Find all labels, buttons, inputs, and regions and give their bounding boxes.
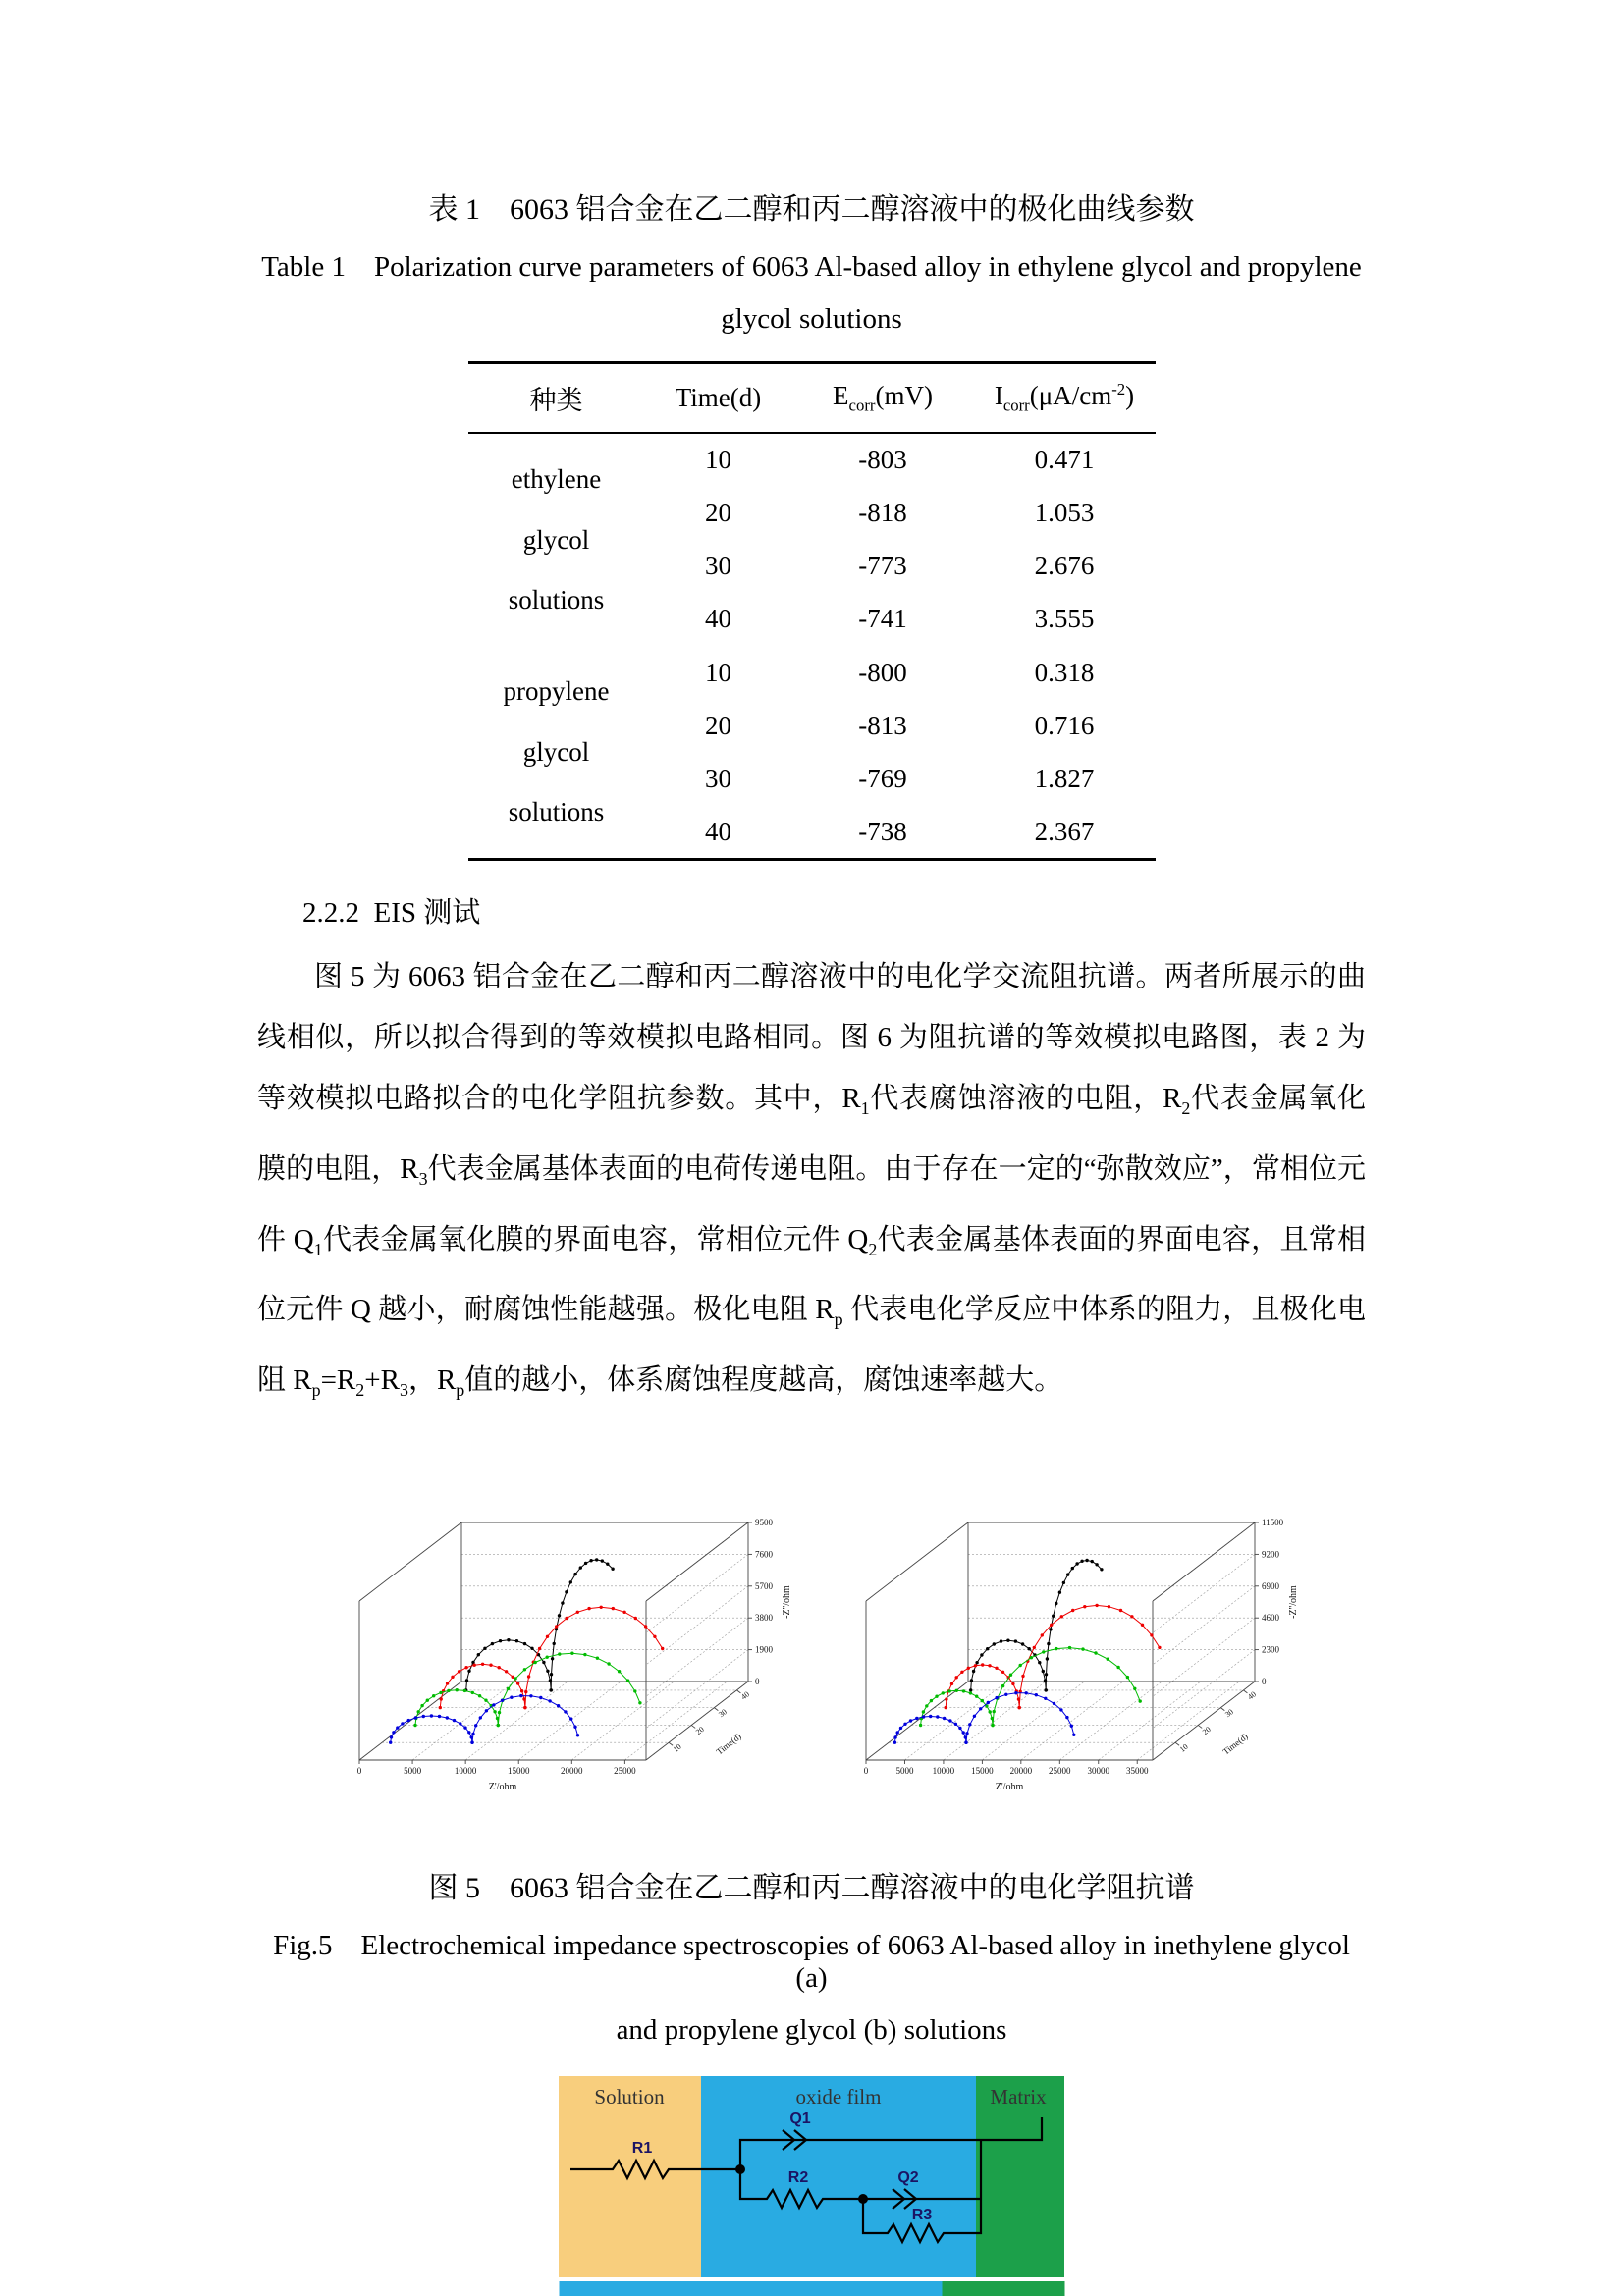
equivalent-circuit-figure bbox=[559, 2076, 1064, 2277]
svg-text:30: 30 bbox=[1222, 1707, 1235, 1720]
cell-ecorr: -773 bbox=[858, 551, 907, 581]
svg-text:35000: 35000 bbox=[1125, 1765, 1148, 1776]
circuit-node-2 bbox=[858, 2194, 868, 2204]
svg-text:15000: 15000 bbox=[507, 1765, 529, 1776]
cell-icorr: 0.318 bbox=[1034, 657, 1095, 687]
col-header-icorr: $I_{corr}(\mu A/cm^{-2})$ bbox=[974, 363, 1156, 434]
eis-chart-b bbox=[825, 1468, 1306, 1806]
svg-text:0: 0 bbox=[863, 1765, 868, 1776]
svg-text:7600: 7600 bbox=[754, 1549, 773, 1560]
cell-ecorr: -818 bbox=[858, 497, 907, 527]
table1-caption-en-line2: glycol solutions bbox=[721, 303, 902, 335]
group-label-line: propylene bbox=[503, 675, 610, 706]
group-label-ethylene bbox=[468, 433, 645, 646]
table-row bbox=[468, 433, 1156, 486]
svg-text:25000: 25000 bbox=[613, 1765, 636, 1776]
svg-text:10: 10 bbox=[1177, 1741, 1190, 1754]
cell-icorr: 1.053 bbox=[1034, 497, 1095, 527]
svg-text:5000: 5000 bbox=[403, 1765, 421, 1776]
table-row bbox=[468, 646, 1156, 699]
q1-label: Q1 bbox=[789, 2109, 811, 2127]
section-heading: 2.2.2 EIS 测试 bbox=[302, 897, 481, 929]
svg-text:4600: 4600 bbox=[1261, 1613, 1279, 1624]
svg-text:1900: 1900 bbox=[754, 1644, 773, 1655]
figure5-caption-zh: 图 5 6063 铝合金在乙二醇和丙二醇溶液中的电化学阻抗谱 bbox=[428, 1871, 1195, 1904]
next-figure-blue-segment bbox=[559, 2281, 942, 2296]
svg-text:10: 10 bbox=[671, 1741, 683, 1754]
col-header-type: 种类 bbox=[468, 363, 645, 434]
cell-ecorr: -741 bbox=[858, 604, 907, 634]
svg-text:30000: 30000 bbox=[1087, 1765, 1109, 1776]
cell-ecorr: -803 bbox=[858, 445, 907, 475]
eis-chart-a bbox=[318, 1468, 799, 1806]
cell-time: 30 bbox=[705, 551, 731, 581]
polarization-parameters-table bbox=[468, 361, 1156, 861]
group-label-line: ethylene bbox=[511, 463, 602, 494]
cell-ecorr: -813 bbox=[858, 711, 907, 741]
group-label-line: glycol bbox=[522, 736, 590, 767]
svg-text:0: 0 bbox=[1261, 1676, 1266, 1686]
figure5-caption-en-line1: Fig.5 Electrochemical impedance spectroscopies of 6063 Al-based alloy in inethylene glycol (a) bbox=[273, 1929, 1358, 1994]
next-figure-green-segment bbox=[942, 2281, 1064, 2296]
svg-text:20: 20 bbox=[693, 1724, 706, 1737]
svg-text:9500: 9500 bbox=[754, 1517, 773, 1527]
svg-text:40: 40 bbox=[1245, 1689, 1258, 1702]
svg-text:20000: 20000 bbox=[1009, 1765, 1032, 1776]
r1-label: R1 bbox=[631, 2139, 653, 2157]
svg-text:9200: 9200 bbox=[1261, 1549, 1279, 1560]
cell-time: 10 bbox=[705, 445, 731, 475]
svg-text:11500: 11500 bbox=[1261, 1517, 1283, 1527]
svg-text:10000: 10000 bbox=[932, 1765, 954, 1776]
svg-text:-Z''/ohm: -Z''/ohm bbox=[1287, 1585, 1299, 1619]
group-label-line: solutions bbox=[508, 585, 605, 615]
cell-ecorr: -738 bbox=[858, 817, 907, 847]
cell-icorr: 3.555 bbox=[1034, 604, 1095, 634]
cell-icorr: 0.471 bbox=[1034, 445, 1095, 475]
svg-text:Time(d): Time(d) bbox=[714, 1731, 743, 1757]
cell-time: 20 bbox=[705, 711, 731, 741]
svg-text:0: 0 bbox=[356, 1765, 361, 1776]
group-label-line: glycol bbox=[522, 524, 590, 555]
next-figure-top-edge bbox=[559, 2281, 1064, 2296]
table1-caption-zh: 表 1 6063 铝合金在乙二醇和丙二醇溶液中的极化曲线参数 bbox=[428, 193, 1195, 226]
svg-text:Z'/ohm: Z'/ohm bbox=[995, 1781, 1023, 1792]
svg-text:20: 20 bbox=[1200, 1724, 1213, 1737]
matrix-label: Matrix bbox=[990, 2084, 1047, 2109]
oxide-film-label: oxide film bbox=[795, 2084, 882, 2109]
svg-text:-Z''/ohm: -Z''/ohm bbox=[781, 1585, 792, 1619]
svg-text:6900: 6900 bbox=[1261, 1580, 1279, 1591]
svg-text:25000: 25000 bbox=[1048, 1765, 1071, 1776]
svg-text:20000: 20000 bbox=[560, 1765, 583, 1776]
cell-icorr: 0.716 bbox=[1034, 711, 1095, 741]
cell-time: 10 bbox=[705, 657, 731, 687]
cell-icorr: 2.367 bbox=[1034, 817, 1095, 847]
svg-text:Time(d): Time(d) bbox=[1220, 1731, 1250, 1757]
svg-text:10000: 10000 bbox=[454, 1765, 476, 1776]
svg-text:40: 40 bbox=[738, 1689, 751, 1702]
figure5-caption-en-line2: and propylene glycol (b) solutions bbox=[616, 2013, 1007, 2046]
group-label-propylene bbox=[468, 646, 645, 860]
cell-time: 40 bbox=[705, 604, 731, 634]
cell-icorr: 1.827 bbox=[1034, 764, 1095, 794]
q2-label: Q2 bbox=[897, 2168, 919, 2186]
cell-time: 20 bbox=[705, 497, 731, 527]
svg-text:5700: 5700 bbox=[754, 1580, 773, 1591]
svg-text:15000: 15000 bbox=[970, 1765, 994, 1776]
cell-icorr: 2.676 bbox=[1034, 551, 1095, 581]
cell-ecorr: -769 bbox=[858, 764, 907, 794]
body-paragraph: 图 5 为 6063 铝合金在乙二醇和丙二醇溶液中的电化学交流阻抗谱。两者所展示的曲线相似，所以拟合得到的等效模拟电路相同。图 6 为阻抗谱的等效模拟电路图，表 2 为等效模拟电路拟合的电化学阻抗参数。其中，$R_1$代表腐蚀溶液的电阻，$R_2$代表金属氧化膜的电阻，$R_3$代表金属基体表面的电荷传递电阻。由于存在一定的“弥散效应”，常相位元件 $Q_1$代表金属氧化膜的界面电容，常相位元件 $Q_2$代表金属基体表面的界面电容，且常相位元件 Q 越小，耐腐蚀性能越强。极化电阻 $R_p$ 代表电化学反应中体系的阻力，且极化电阻 $R_p=R_2+R_3$，$R_p$值的越小，体系腐蚀程度越高，腐蚀速率越大。 bbox=[257, 961, 1366, 1400]
svg-text:5000: 5000 bbox=[894, 1765, 913, 1776]
svg-text:30: 30 bbox=[716, 1707, 729, 1720]
cell-ecorr: -800 bbox=[858, 657, 907, 687]
r3-label: R3 bbox=[911, 2206, 933, 2223]
r2-label: R2 bbox=[787, 2168, 809, 2186]
circuit-node-1 bbox=[735, 2164, 745, 2174]
svg-text:0: 0 bbox=[754, 1676, 759, 1686]
svg-text:3800: 3800 bbox=[754, 1613, 773, 1624]
solution-label: Solution bbox=[594, 2084, 665, 2109]
table-header-row bbox=[468, 363, 1156, 434]
cell-time: 40 bbox=[705, 817, 731, 847]
figure5-charts bbox=[257, 1468, 1366, 1806]
table1-caption-en-line1: Table 1 Polarization curve parameters of 6063 Al-based alloy in ethylene glycol and propylene bbox=[261, 251, 1362, 283]
col-header-ecorr: $E_{corr}(mV)$ bbox=[792, 363, 974, 434]
cell-time: 30 bbox=[705, 764, 731, 794]
svg-text:Z'/ohm: Z'/ohm bbox=[488, 1781, 516, 1792]
group-label-line: solutions bbox=[508, 797, 605, 828]
svg-text:2300: 2300 bbox=[1261, 1644, 1279, 1655]
col-header-time: Time(d) bbox=[645, 363, 792, 434]
